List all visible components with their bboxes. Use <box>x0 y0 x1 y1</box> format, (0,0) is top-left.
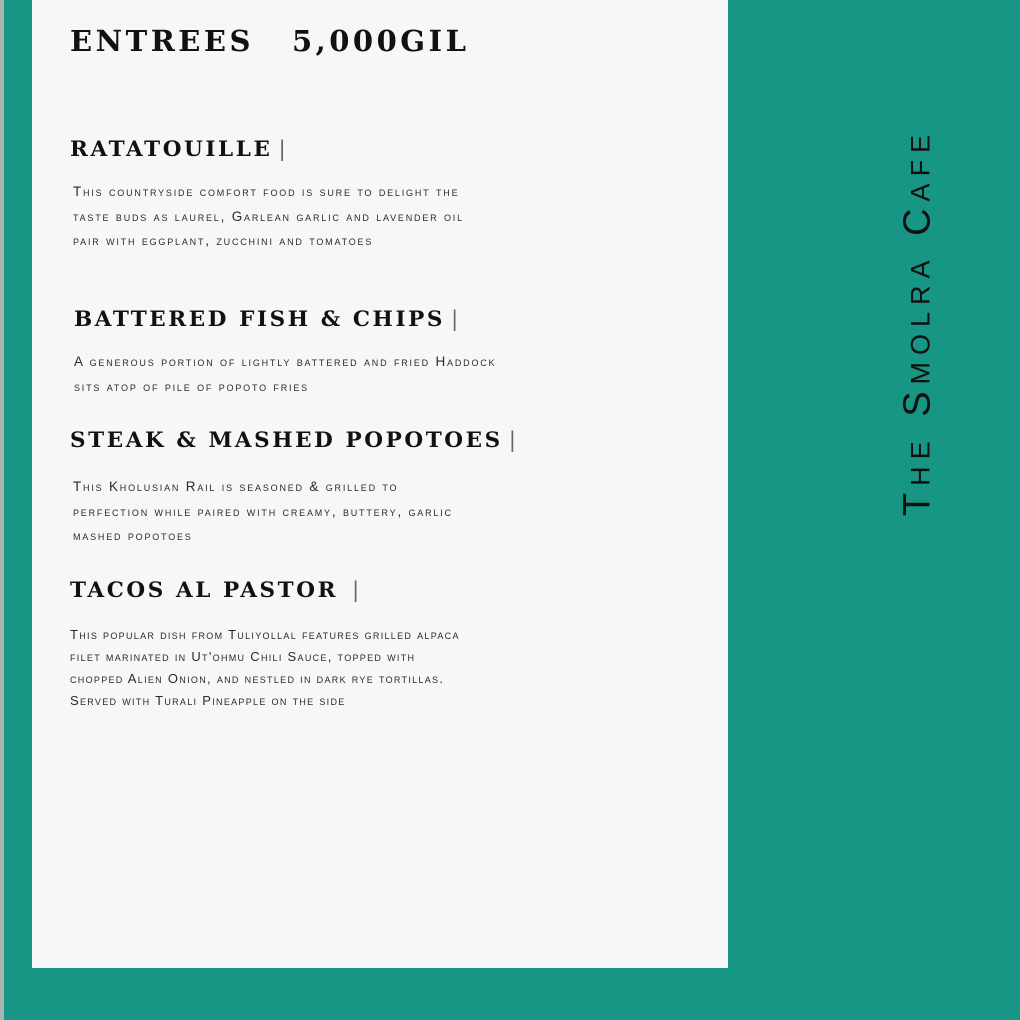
divider-bar: | <box>278 137 286 162</box>
dish-name-label: TACOS AL PASTOR <box>70 578 339 603</box>
cafe-brand-name: The Smolra Cafe <box>896 127 939 517</box>
dish-name-label: BATTERED FISH & CHIPS <box>74 307 446 332</box>
section-title <box>70 24 469 58</box>
left-edge-strip <box>0 0 4 1020</box>
dish-description-steak-and-mashed-popotoes: This Kholusian Rail is seasoned & grilled to perfection while paired with creamy, buttery, garlic mashed popotoes <box>73 479 453 543</box>
dish-name-ratatouille <box>70 135 286 165</box>
dish-name-fish-and-chips <box>74 305 458 335</box>
dish-description-ratatouille: This countryside comfort food is sure to delight the taste buds as laurel, Garlean garlic and lavender oil pair with eggplant, zucchini and tomatoes <box>73 184 464 248</box>
section-title-label: ENTREES <box>70 24 254 58</box>
dish-description-fish-and-chips: A generous portion of lightly battered and fried Haddock sits atop of pile of popoto fries <box>74 354 497 394</box>
dish-name-label: RATATOUILLE <box>70 137 273 162</box>
dish-name-steak-and-mashed-popotoes <box>70 426 516 456</box>
dish-name-label: STEAK & MASHED POPOTOES <box>70 428 503 453</box>
divider-bar: | <box>352 578 360 603</box>
dish-name-tacos-al-pastor <box>70 576 359 606</box>
section-price: 5,000GIL <box>291 24 470 58</box>
dish-description-tacos-al-pastor: This popular dish from Tuliyollal features grilled alpaca filet marinated in Ut'ohmu Chili Sauce, topped with chopped Alien Onion, and nestled in dark rye tortillas. Served with Turali Pineapple on the side <box>70 627 460 708</box>
divider-bar: | <box>508 428 516 453</box>
divider-bar: | <box>451 307 459 332</box>
